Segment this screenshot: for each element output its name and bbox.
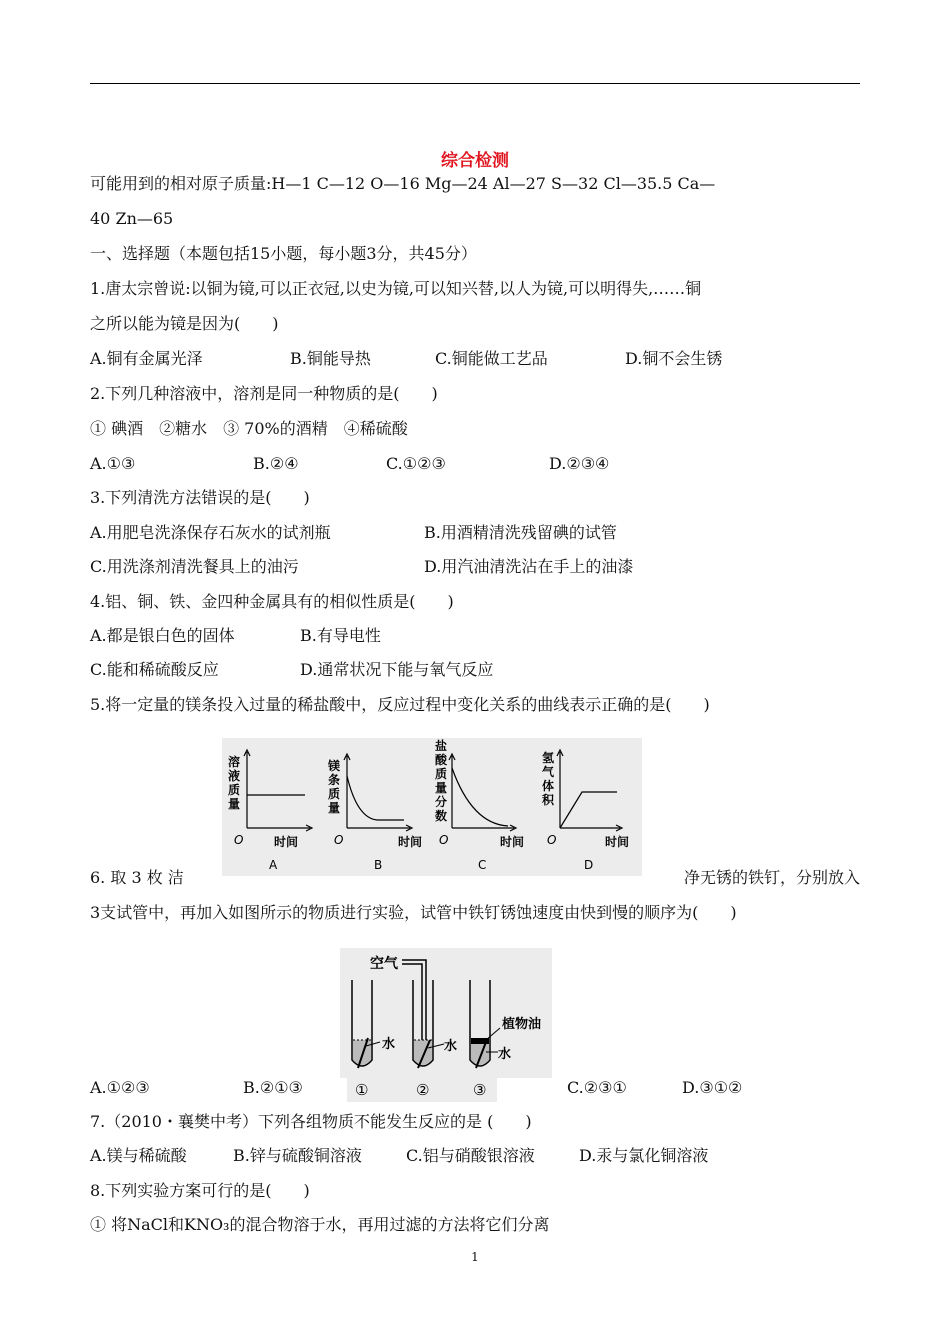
q5-graph-d-xlabel: 时间 — [605, 835, 630, 849]
q6-options-right — [567, 1077, 742, 1099]
q5-graph-a-tag: A — [269, 858, 278, 872]
q7-option-a: A.镁与稀硫酸 — [90, 1146, 187, 1165]
q6-stem-left: 6. 取 3 枚 洁 — [90, 868, 184, 887]
q5-graph-d-ylabel-1: 氢 — [542, 751, 555, 765]
q3-option-a: A.用肥皂洗涤保存石灰水的试剂瓶 — [90, 523, 331, 542]
q6-figure-tube-numbers — [347, 1076, 497, 1102]
q6-tube-1-water-label: 水 — [382, 1037, 396, 1052]
q6-air-label: 空气 — [370, 956, 398, 972]
q2-option-c: C.①②③ — [386, 454, 446, 473]
q1-option-c: C.铜能做工艺品 — [435, 349, 548, 368]
q5-graph-c-ylabel-4: 量 — [435, 781, 448, 795]
q3-options-row2 — [90, 556, 633, 578]
q6-tube-3-water — [471, 1044, 489, 1065]
q5-graph-c-origin: O — [439, 833, 449, 847]
q5-graph-c-tag: C — [478, 858, 487, 872]
q5-graph-a-xlabel: 时间 — [274, 835, 299, 849]
q6-tube-1-number: ① — [355, 1081, 369, 1099]
q5-graph-c-ylabel-3: 质 — [435, 767, 448, 781]
q2-option-b: B.②④ — [253, 454, 299, 473]
q5-graph-b-tag: B — [374, 858, 383, 872]
q3-options-row1 — [90, 522, 617, 544]
q5-graph-c-xlabel: 时间 — [500, 835, 525, 849]
q5-graph-b-xlabel: 时间 — [398, 835, 423, 849]
q7-options — [90, 1145, 708, 1167]
q6-tube-3-oil-label: 植物油 — [502, 1017, 542, 1032]
q8-item-1: ① 将NaCl和KNO₃的混合物溶于水，再用过滤的方法将它们分离 — [90, 1215, 550, 1234]
q6-stem-line2: 3支试管中，再加入如图所示的物质进行实验，试管中铁钉锈蚀速度由快到慢的顺序为( ) — [90, 903, 737, 922]
q4-options-row1 — [90, 625, 381, 647]
q7-option-c: C.铝与硝酸银溶液 — [406, 1146, 535, 1165]
q3-option-c: C.用洗涤剂清洗餐具上的油污 — [90, 557, 299, 576]
q4-option-b: B.有导电性 — [300, 626, 381, 645]
q5-graph-c-ylabel-6: 数 — [435, 809, 448, 823]
q5-graph-c-ylabel-2: 酸 — [435, 753, 448, 767]
q7-option-d: D.汞与氯化铜溶液 — [579, 1146, 709, 1165]
q5-graph-c-ylabel-5: 分 — [435, 795, 448, 809]
q7-option-b: B.锌与硫酸铜溶液 — [233, 1146, 362, 1165]
q5-figure-background — [222, 738, 642, 876]
q2-stem: 2.下列几种溶液中，溶剂是同一种物质的是( ) — [90, 384, 438, 403]
atomic-masses-cont: 40 Zn—65 — [90, 209, 174, 228]
q5-graph-c-ylabel-1: 盐 — [435, 739, 448, 753]
q6-option-d: D.③①② — [682, 1078, 743, 1097]
header-rule — [90, 83, 860, 84]
q5-graph-a-origin: O — [234, 833, 244, 847]
q5-graph-b-ylabel-2: 条 — [328, 773, 341, 787]
q1-option-a: A.铜有金属光泽 — [90, 349, 203, 368]
q6-stem-right: 净无锈的铁钉，分别放入 — [683, 868, 860, 887]
q2-items: ① 碘酒 ②糖水 ③ 70%的酒精 ④稀硫酸 — [90, 419, 408, 438]
q5-graph-d-tag: D — [584, 858, 594, 872]
q2-options — [90, 453, 609, 475]
q6-options — [90, 1077, 303, 1099]
q4-option-c: C.能和稀硫酸反应 — [90, 660, 219, 679]
q5-graph-b-ylabel-3: 质 — [328, 787, 341, 801]
q7-stem: 7.（2010・襄樊中考）下列各组物质不能发生反应的是 ( ) — [90, 1112, 532, 1131]
q6-tube-2-number: ② — [416, 1081, 430, 1099]
q6-option-b: B.②①③ — [243, 1078, 303, 1097]
q8-stem: 8.下列实验方案可行的是( ) — [90, 1181, 310, 1200]
q1-stem-line2: 之所以能为镜是因为( ) — [90, 314, 279, 333]
section-heading: 一、选择题（本题包括15小题，每小题3分，共45分） — [90, 244, 477, 263]
q5-graph-d-ylabel-2: 气 — [542, 765, 555, 779]
q5-graph-d-ylabel-4: 积 — [542, 793, 555, 807]
q5-graph-a-ylabel-1: 溶 — [228, 755, 241, 769]
q4-options-row2 — [90, 659, 493, 681]
q6-tube-3-water-label: 水 — [498, 1047, 512, 1062]
q5-graph-b-ylabel-4: 量 — [328, 801, 341, 815]
q6-test-tubes-figure — [340, 948, 552, 1078]
q1-options — [90, 348, 722, 370]
q2-option-a: A.①③ — [90, 454, 136, 473]
q6-option-a: A.①②③ — [90, 1078, 150, 1097]
q6-tube-3-number: ③ — [473, 1081, 487, 1099]
page-number: 1 — [471, 1250, 479, 1264]
q2-option-d: D.②③④ — [549, 454, 610, 473]
q5-graph-a-ylabel-4: 量 — [228, 797, 241, 811]
q4-option-d: D.通常状况下能与氧气反应 — [300, 660, 494, 679]
q4-stem: 4.铝、铜、铁、金四种金属具有的相似性质是( ) — [90, 592, 454, 611]
q5-graph-a-ylabel-2: 液 — [228, 769, 241, 783]
page-title: 综合检测 — [441, 151, 509, 171]
atomic-masses: 可能用到的相对原子质量:H—1 C—12 O—16 Mg—24 Al—27 S—32 Cl—35.5 Ca— — [90, 174, 716, 193]
q5-graph-b-ylabel-1: 镁 — [328, 759, 341, 773]
q4-option-a: A.都是银白色的固体 — [90, 626, 235, 645]
q6-option-c: C.②③① — [567, 1078, 627, 1097]
q1-stem-line1: 1.唐太宗曾说:以铜为镜,可以正衣冠,以史为镜,可以知兴替,以人为镜,可以明得失,……铜 — [90, 279, 702, 298]
q1-option-b: B.铜能导热 — [290, 349, 371, 368]
q5-stem: 5.将一定量的镁条投入过量的稀盐酸中，反应过程中变化关系的曲线表示正确的是( ) — [90, 695, 710, 714]
q6-tube-1-water — [353, 1040, 371, 1065]
q3-option-d: D.用汽油清洗沾在手上的油漆 — [424, 557, 634, 576]
q1-option-d: D.铜不会生锈 — [625, 349, 723, 368]
q6-tube-2-water-label: 水 — [444, 1039, 458, 1054]
q5-graph-a-ylabel-3: 质 — [228, 783, 241, 797]
q3-stem: 3.下列清洗方法错误的是( ) — [90, 488, 310, 507]
q5-graphs-figure — [222, 738, 642, 876]
q5-graph-d-origin: O — [547, 833, 557, 847]
q5-graph-d-ylabel-3: 体 — [542, 779, 555, 793]
q3-option-b: B.用酒精清洗残留碘的试管 — [424, 523, 617, 542]
q5-graph-b-origin: O — [334, 833, 344, 847]
